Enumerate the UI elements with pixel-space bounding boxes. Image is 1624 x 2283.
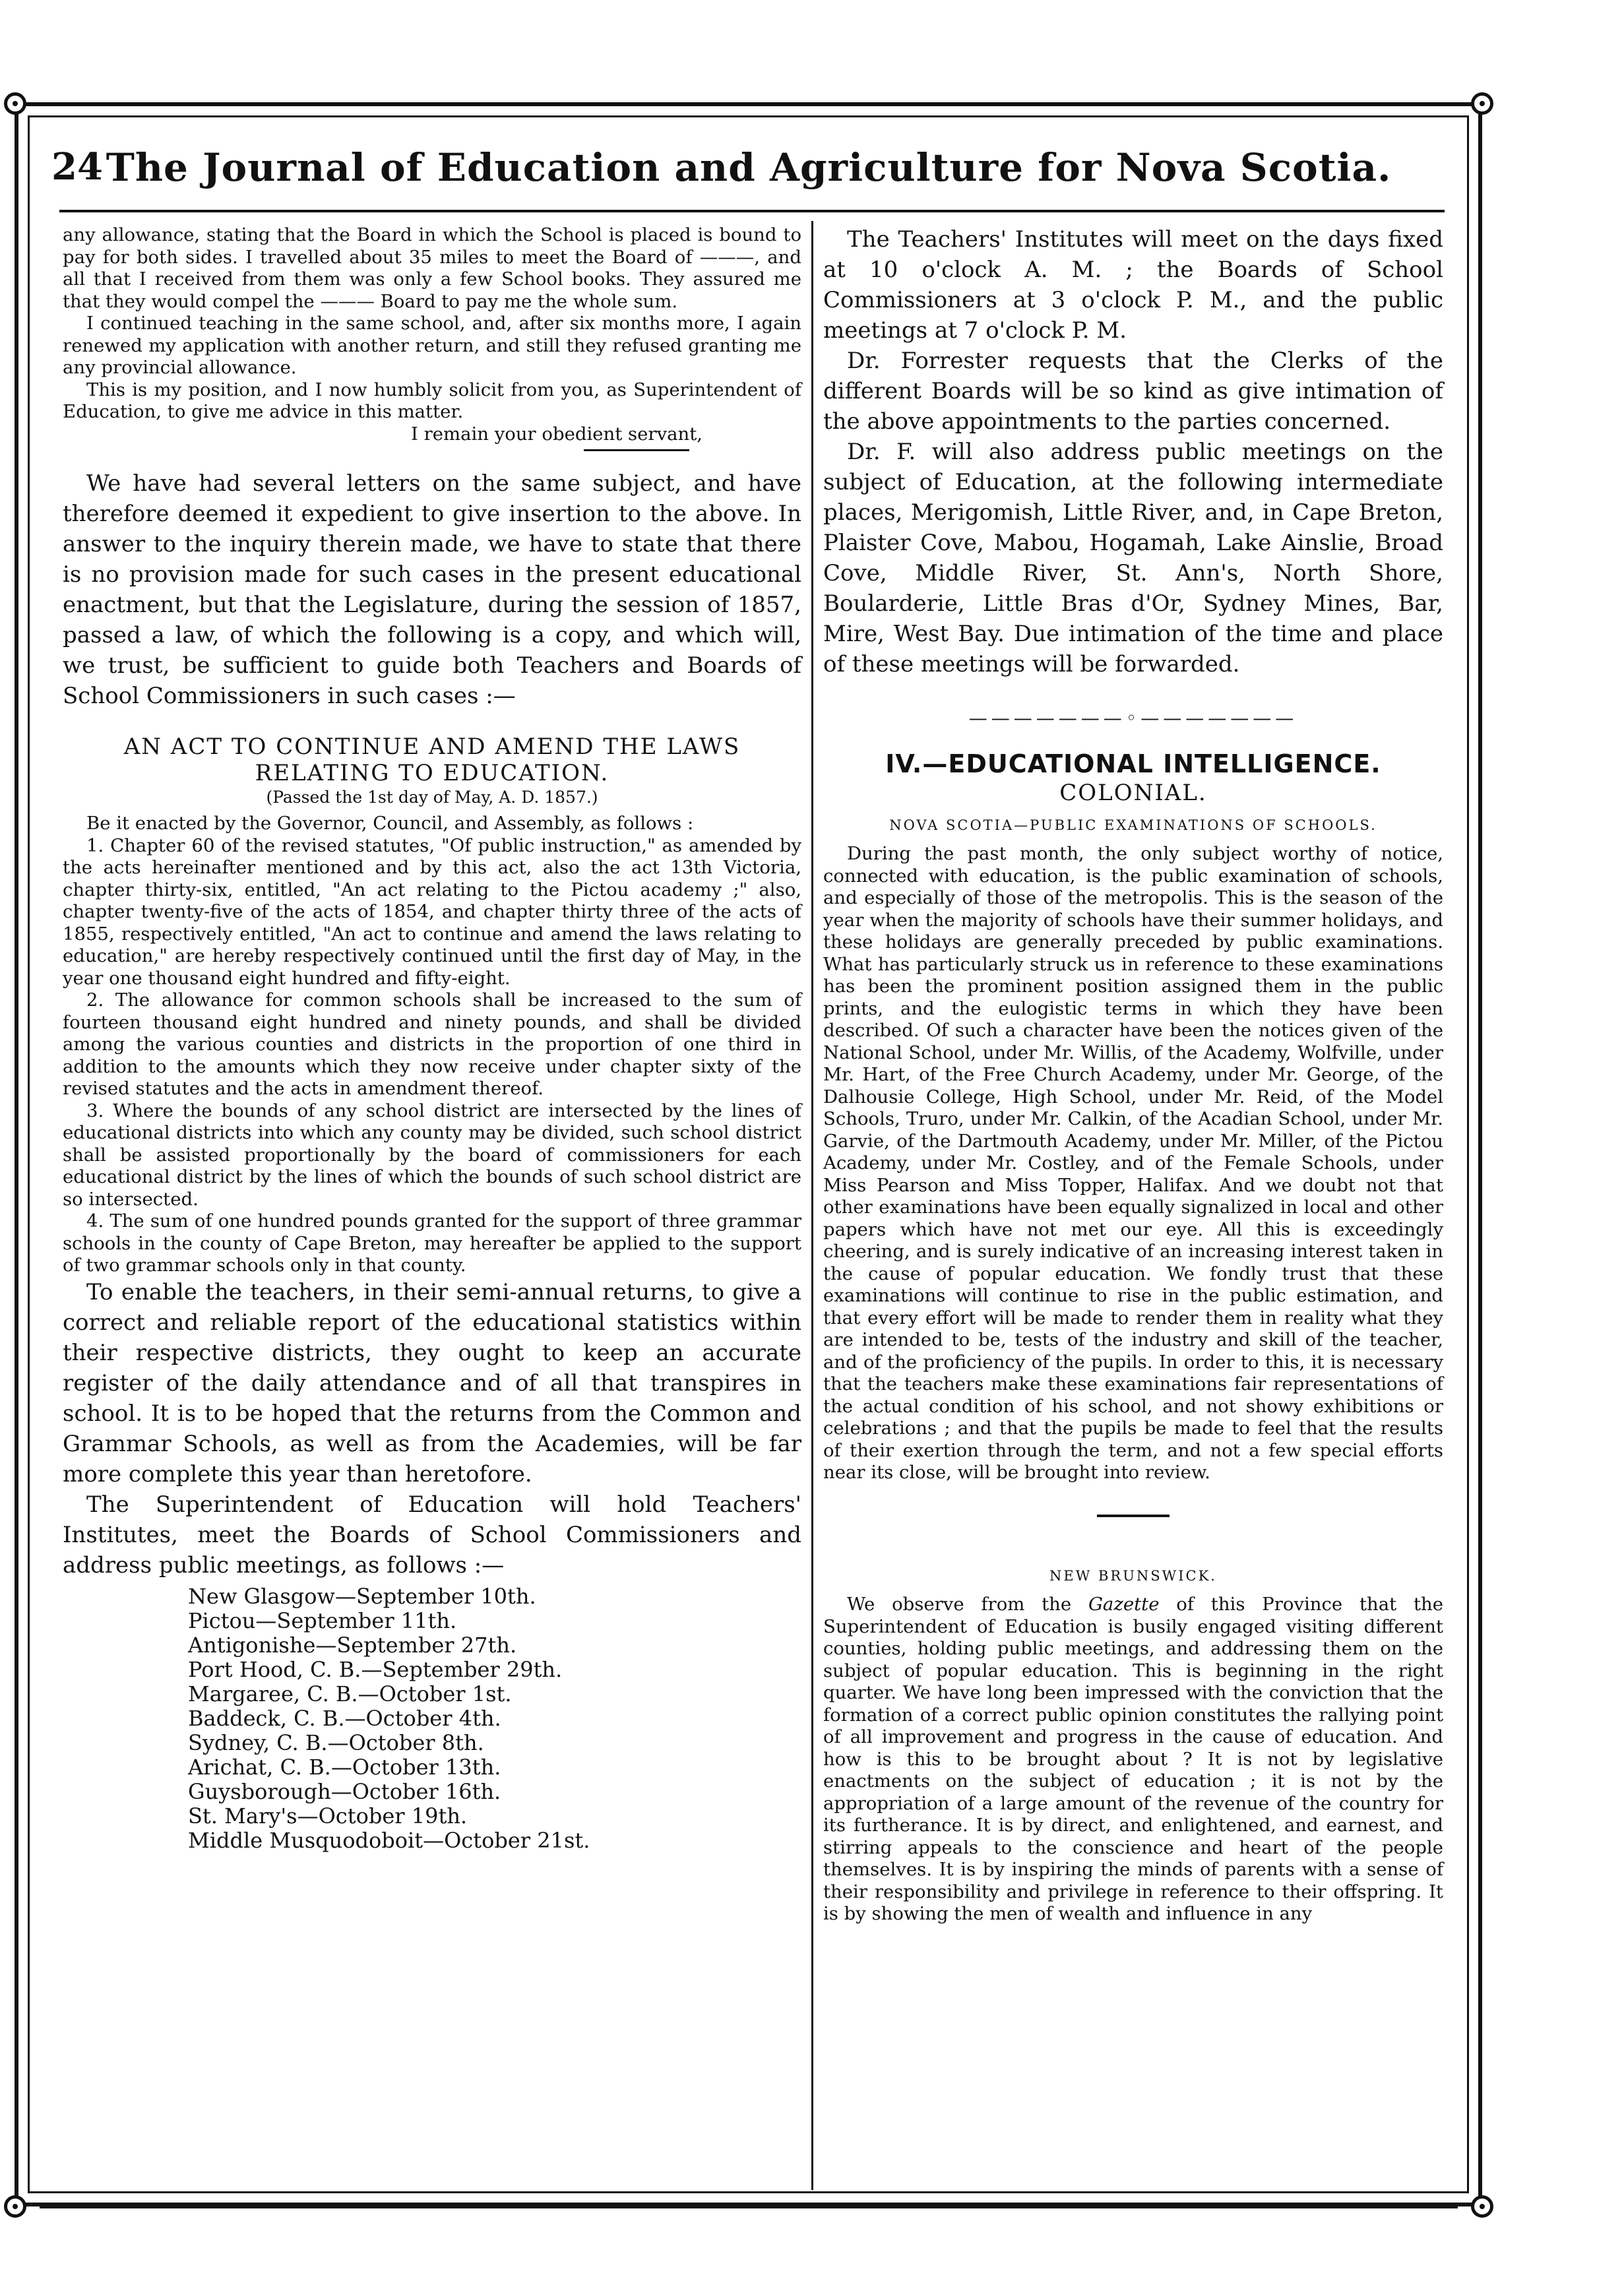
article-heading: NOVA SCOTIA—PUBLIC EXAMINATIONS OF SCHOOLS. xyxy=(889,817,1377,833)
signature-rule xyxy=(584,449,689,451)
notice-paragraph: Dr. Forrester requests that the Clerks of the different Boards will be so kind as give intimation of the above appointments to the parties concerned. xyxy=(823,348,1443,435)
corner-ornament-icon xyxy=(4,2195,26,2218)
editorial-paragraph: We have had several letters on the same subject, and have therefore deemed it expedient to give insertion to the above. In answer to the inquiry therein made, we have to state that there is no provision made for such cases in the present educational enactment, but that the Legislature, during the session of 1857, passed a law, of which the following is a copy, and which will, we trust, be sufficient to guide both Teachers and Boards of School Commissioners in such cases :— xyxy=(63,470,801,709)
act-enactment: Be it enacted by the Governor, Council, and Assembly, as follows : xyxy=(86,813,694,834)
section-ornament: ———————◦——————— xyxy=(968,707,1298,729)
letter-paragraph: I continued teaching in the same school, and, after six months more, I again renewed my application with another return, and still they refused granting me any provincial allowance. xyxy=(63,313,801,378)
page-number: 24 xyxy=(51,145,103,189)
schedule-item: New Glasgow—September 10th. xyxy=(188,1583,536,1609)
article-paragraph: During the past month, the only subject worthy of notice, connected with education, is the public examination of schools, and especially of those of the metropolis. This is the season of the year when the majority of schools have their summer holidays, and these holidays are generally preceded by public examinations. What has particularly struck us in reference to these examinations has been the prominent position assigned them in the public prints, and the eulogistic terms in which they have been described. Of such a character have been the notices given of the National School, under Mr. Willis, of the Academy, Wolfville, under Mr. Hart, of the Free Church Academy, under Mr. George, of the Dalhousie College, High School, under Mr. Reid, of the Model Schools, Truro, under Mr. Calkin, of the Acadian School, under Mr. Garvie, of the Dartmouth Academy, under Mr. Miller, of the Pictou Academy, under Mr. Costley, and of the Female Schools, under Miss Pearson and Miss Topper, Halifax. And we doubt not that other examinations have been equally signalized in local and other papers which have not met our eye. All this is exceedingly cheering, and is surely indicative of an increasing interest taken in the cause of popular education. We fondly trust that these examinations will continue to rise in the public estimation, and that every effort will be made to render them in reality what they are intended to be, tests of the industry and skill of the teacher, and of the proficiency of the pupils. In order to this, it is necessary that the teachers make these examinations fair representations of the actual condition of his school, and not showy exhibitions or celebrations ; and that the pupils be made to feel that the results of their exertion through the term, and not a few special efforts near its close, will be brought into review. xyxy=(823,843,1443,1484)
notice-paragraph: Dr. F. will also address public meetings on the subject of Education, at the following intermediate places, Merigomish, Little River, and, in Cape Breton, Plaister Cove, Mabou, Hogamah, Lake Ainslie, Broad Cove, Middle River, St. Ann's, North Shore, Boularderie, Little Bras d'Or, Sydney Mines, Bar, Mire, West Bay. Due intimation of the time and place of these meetings will be forwarded. xyxy=(823,439,1443,677)
corner-ornament-icon xyxy=(4,92,26,115)
header-rule xyxy=(59,210,1445,212)
schedule-item: Margaree, C. B.—October 1st. xyxy=(188,1681,512,1706)
italic-title: Gazette xyxy=(1088,1594,1160,1615)
act-section-1: 1. Chapter 60 of the revised statutes, "Of public instruction," as amended by the acts hereinafter mentioned and by this act, also the act 13th Victoria, chapter thirty-six, entitled, "An act relating to the Pictou academy ;" also, chapter twenty-five of the acts of 1854, and chapter thirty three of the acts of 1855, respectively entitled, "An act to continue and amend the laws relating to education," are hereby respectively continued until the first day of May, in the year one thousand eight hundred and fifty-eight. xyxy=(63,834,801,989)
schedule-item: Middle Musquodoboit—October 21st. xyxy=(188,1827,590,1853)
meeting-schedule xyxy=(188,1584,801,1853)
act-passed-date: (Passed the 1st day of May, A. D. 1857.) xyxy=(266,788,598,807)
letter-signature: I remain your obedient servant, xyxy=(410,423,703,445)
act-title: AN ACT TO CONTINUE AND AMEND THE LAWS RELATING TO EDUCATION. xyxy=(123,734,741,786)
schedule-item: Sydney, C. B.—October 8th. xyxy=(188,1730,484,1755)
act-section-3: 3. Where the bounds of any school district are intersected by the lines of educational districts into which any county may be divided, such school district shall be assisted proportionally by the board of commissioners for each educational district by the lines of which the bounds of such school district are so intersected. xyxy=(63,1100,801,1210)
article-heading: NEW BRUNSWICK. xyxy=(1049,1567,1217,1584)
column-divider xyxy=(811,221,813,2190)
schedule-item: St. Mary's—October 19th. xyxy=(188,1803,468,1829)
editorial-paragraph: The Superintendent of Education will hold Teachers' Institutes, meet the Boards of School Commissioners and address public meetings, as follows :— xyxy=(63,1491,801,1579)
schedule-item: Pictou—September 11th. xyxy=(188,1608,457,1633)
corner-ornament-icon xyxy=(1471,92,1493,115)
schedule-item: Port Hood, C. B.—September 29th. xyxy=(188,1656,563,1682)
footer-rule xyxy=(40,2206,1458,2208)
article-paragraph xyxy=(823,1594,1443,1925)
page-header xyxy=(40,145,1458,204)
right-column xyxy=(823,224,1443,1925)
letter-paragraph: any allowance, stating that the Board in which the School is placed is bound to pay for both sides. I travelled about 35 miles to meet the Board of ———, and all that I received from them was only a few School books. They assured me that they would compel the ——— Board to pay me the whole sum. xyxy=(63,224,801,312)
corner-ornament-icon xyxy=(1471,2195,1493,2218)
article-rule xyxy=(1097,1515,1170,1517)
schedule-item: Antigonishe—September 27th. xyxy=(188,1632,517,1658)
act-section-4: 4. The sum of one hundred pounds granted for the support of three grammar schools in the county of Cape Breton, may hereafter be applied to the support of two grammar schools only in that county. xyxy=(63,1210,801,1276)
text-run: We observe from the xyxy=(847,1594,1088,1615)
schedule-item: Baddeck, C. B.—October 4th. xyxy=(188,1705,501,1731)
left-column xyxy=(63,224,801,1853)
act-section-2: 2. The allowance for common schools shall be increased to the sum of fourteen thousand eight hundred and ninety pounds, and shall be divided among the various counties and districts in the proportion of one third in addition to the amounts which they now receive under chapter sixty of the revised statutes and the acts in amendment thereof. xyxy=(63,989,801,1099)
letter-paragraph: This is my position, and I now humbly solicit from you, as Superintendent of Education, to give me advice in this matter. xyxy=(63,379,801,422)
running-title: The Journal of Education and Agriculture for Nova Scotia. xyxy=(106,145,1392,190)
editorial-paragraph: To enable the teachers, in their semi-annual returns, to give a correct and reliable report of the educational statistics within their respective districts, they ought to keep an accurate register of the daily attendance and of all that transpires in school. It is to be hoped that the returns from the Common and Grammar Schools, as well as from the Academies, will be far more complete this year than heretofore. xyxy=(63,1278,801,1487)
section-title: IV.—EDUCATIONAL INTELLIGENCE. xyxy=(885,749,1381,778)
notice-paragraph: The Teachers' Institutes will meet on the days fixed at 10 o'clock A. M. ; the Boards of School Commissioners at 3 o'clock P. M., and the public meetings at 7 o'clock P. M. xyxy=(823,226,1443,344)
schedule-item: Arichat, C. B.—October 13th. xyxy=(188,1754,501,1780)
text-run: of this Province that the Superintendent of Education is busily engaged visiting different counties, holding public meetings, and addressing them on the subject of popular education. This is beginning in the right quarter. We have long been impressed with the conviction that the formation of a correct public opinion constitutes the rallying point of all improvement and progress in the cause of education. And how is this to be brought about ? It is not by legislative enactments on the subject of education ; it is not by the appropriation of a large amount of the revenue of the country for its furtherance. It is by direct, and enlightened, and earnest, and stirring appeals to the conscience and heart of the people themselves. It is by inspiring the minds of parents with a sense of their responsibility and privilege in reference to their offspring. It is by showing the men of wealth and influence in any xyxy=(823,1594,1444,1925)
schedule-item: Guysborough—October 16th. xyxy=(188,1778,501,1804)
subsection-title: COLONIAL. xyxy=(1059,780,1207,807)
